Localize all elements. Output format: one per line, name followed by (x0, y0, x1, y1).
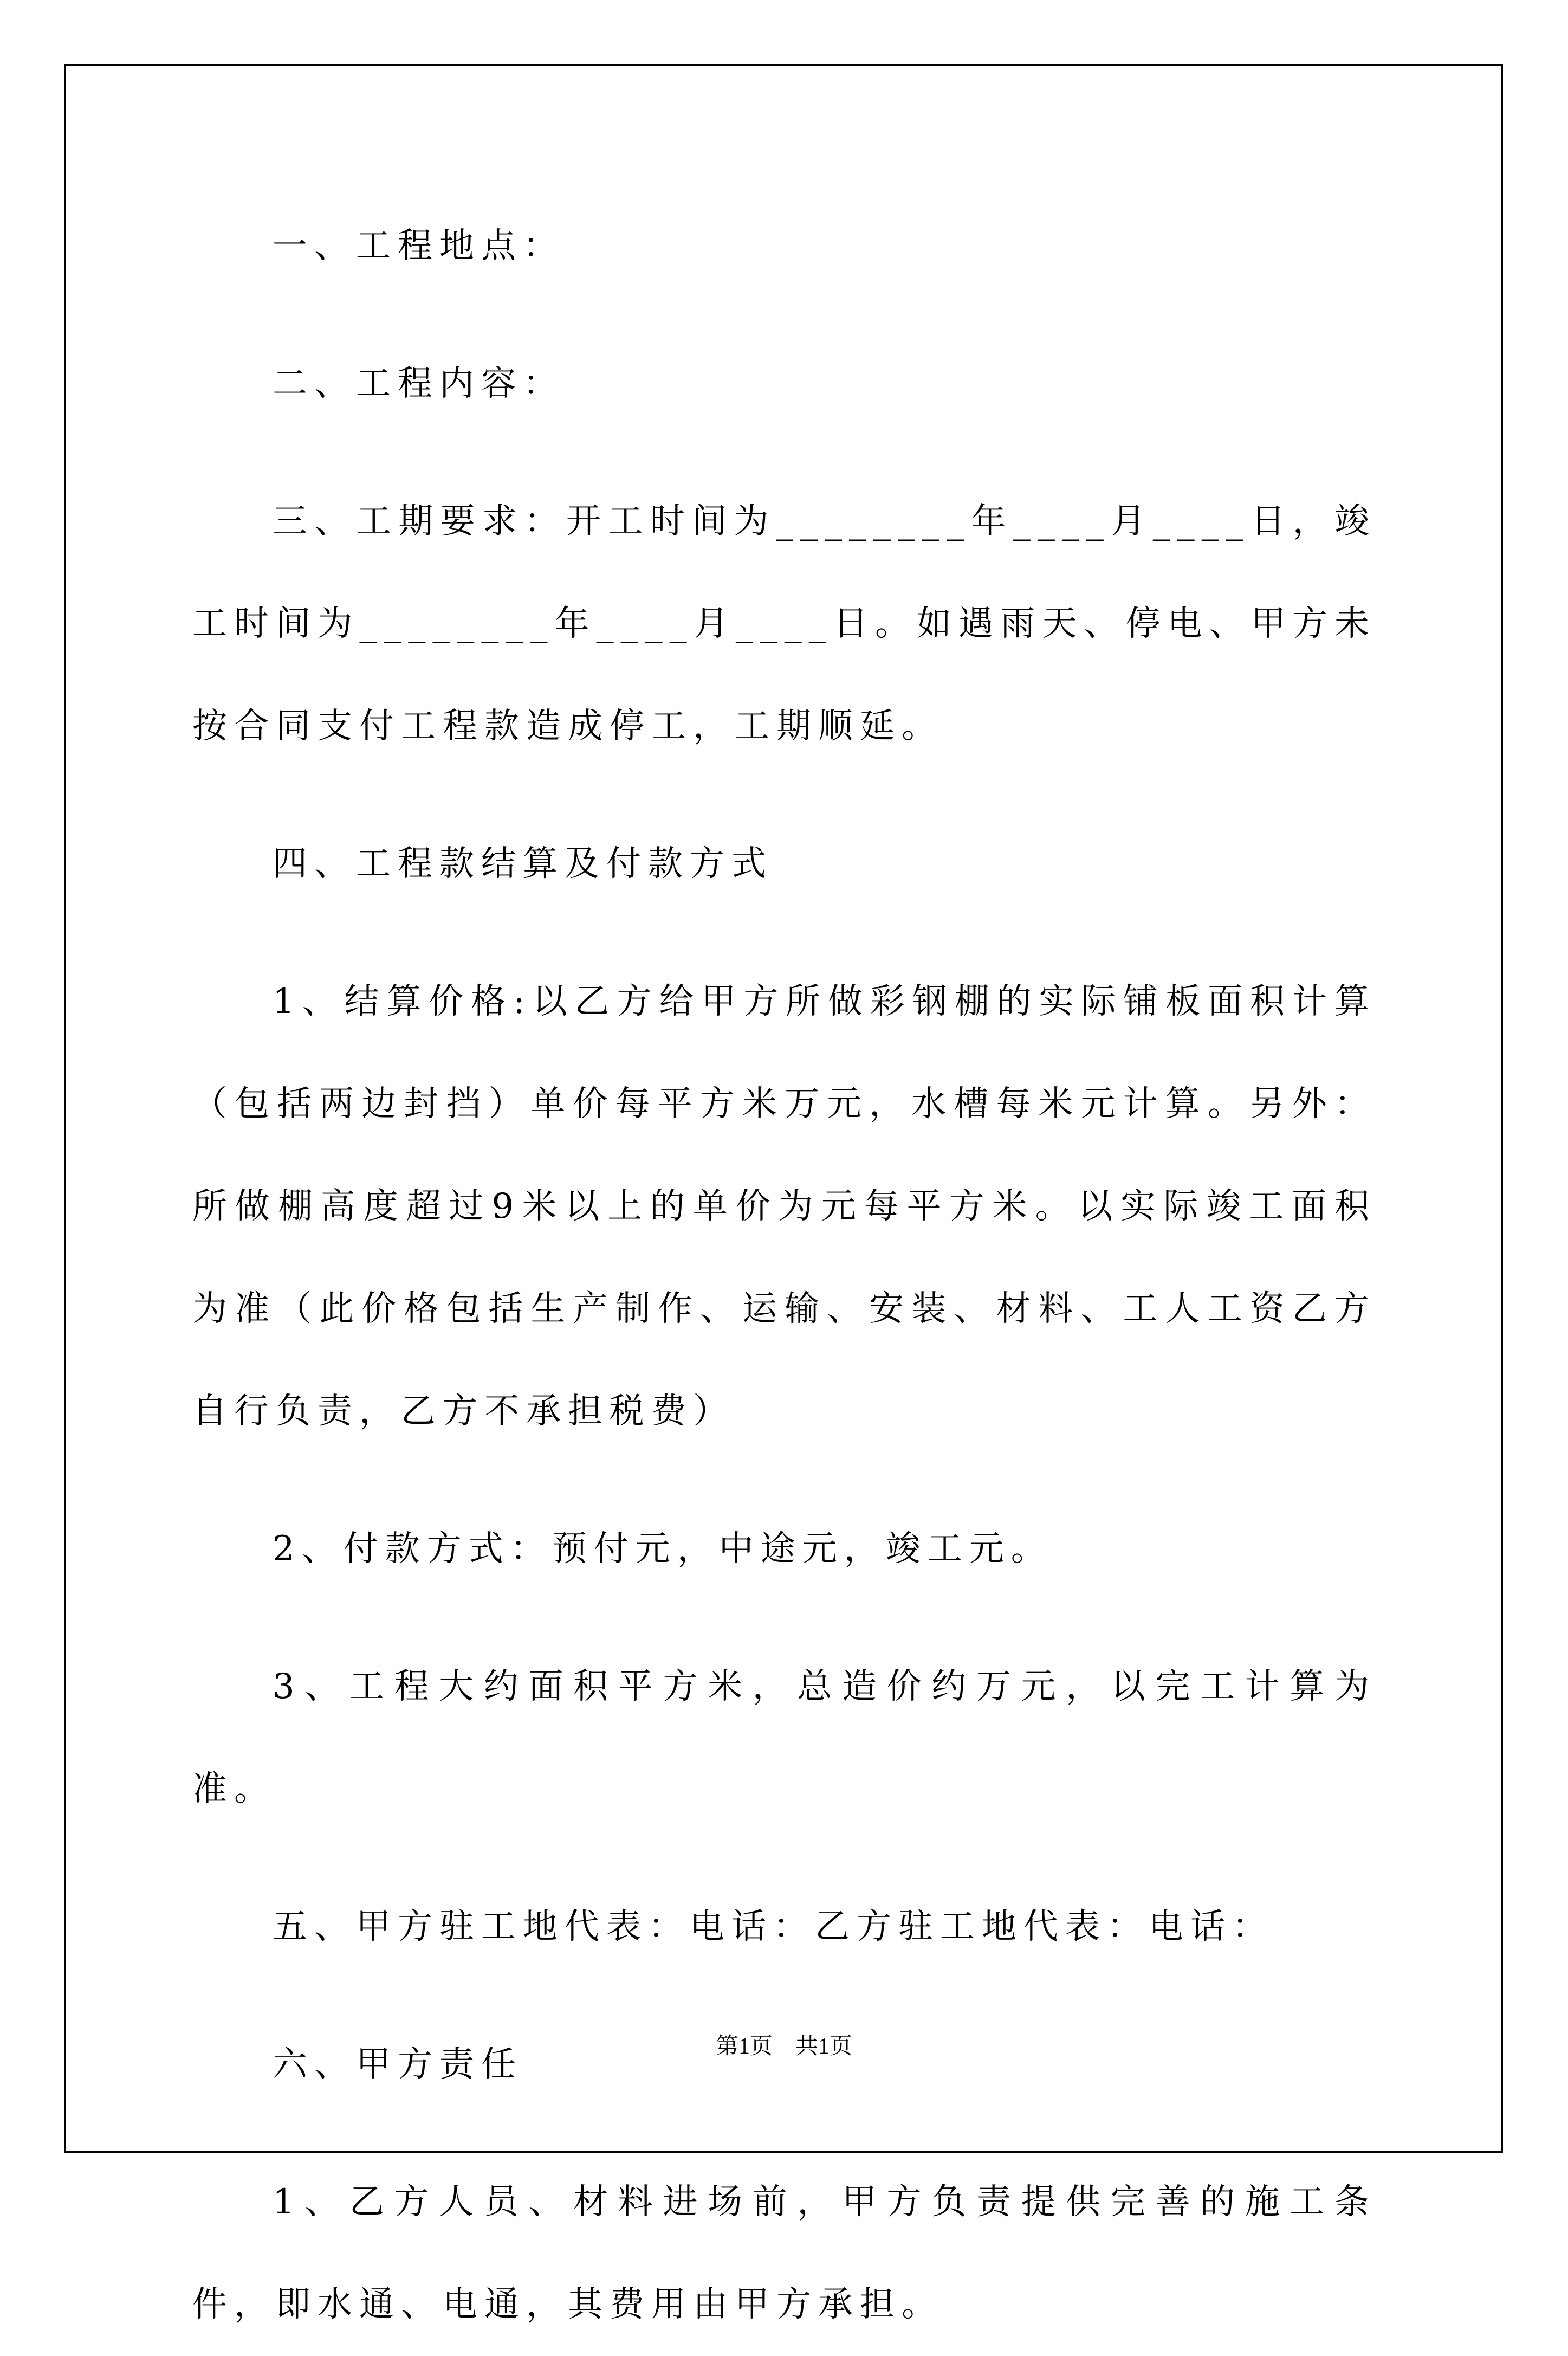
paragraph-area-cost: 3、工程大约面积平方米，总造价约万元，以完工计算为准。 (192, 1667, 1376, 1809)
paragraph-project-content: 二、工程内容： (273, 364, 565, 404)
paragraph-payment-heading: 四、工程款结算及付款方式 (273, 844, 773, 884)
paragraph-project-location: 一、工程地点： (273, 226, 565, 266)
paragraph-site-representatives: 五、甲方驻工地代表：电话：乙方驻工地代表：电话： (273, 1907, 1274, 1947)
paragraph-payment-method: 2、付款方式：预付元，中途元，竣工元。 (273, 1529, 1053, 1569)
paragraph-schedule: 三、工期要求：开工时间为________年____月____日，竣工时间为________年____月____日。如遇雨天、停电、甲方未按合同支付工程款造成停工，工期顺延。 (192, 501, 1376, 746)
paragraph-party-a-heading: 六、甲方责任 (273, 2044, 523, 2084)
page-number: 第1页 共1页 (715, 2034, 852, 2059)
paragraph-settlement-price: 1、结算价格:以乙方给甲方所做彩钢棚的实际铺板面积计算（包括两边封挡）单价每平方米万元，水槽每米元计算。另外：所做棚高度超过9米以上的单价为元每平方米。以实际竣工面积为准（此价格包括生产制作、运输、安装、材料、工人工资乙方自行负责，乙方不承担税费） (192, 982, 1376, 1431)
paragraph-party-a-duty-1: 1、乙方人员、材料进场前，甲方负责提供完善的施工条件，即水通、电通，其费用由甲方承担。 (192, 2182, 1376, 2325)
